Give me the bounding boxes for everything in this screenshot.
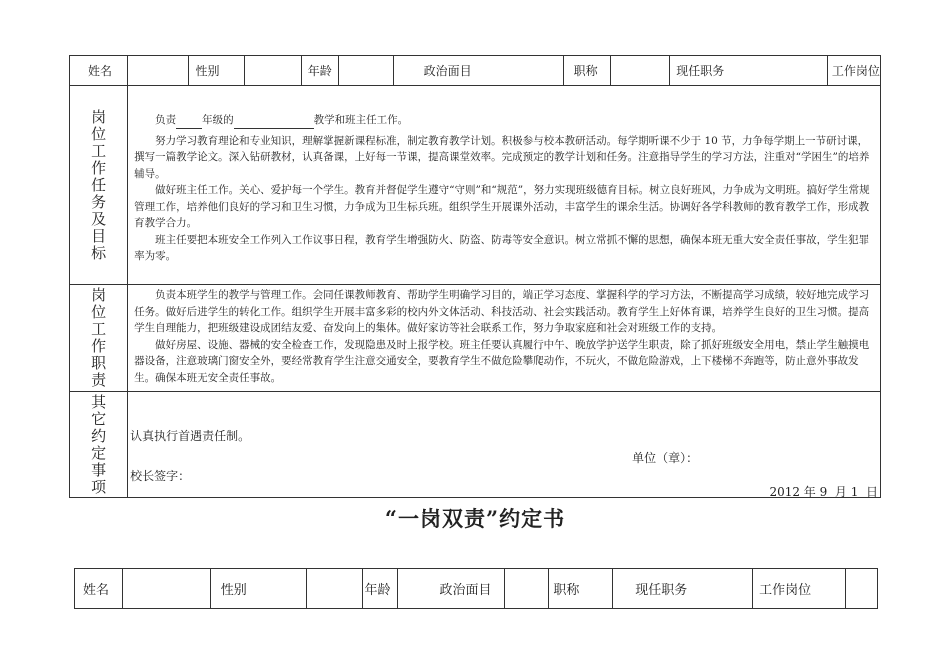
age-label: 年龄 <box>301 56 338 86</box>
second-form-header <box>74 568 878 609</box>
other-text: 认真执行首遇责任制。 <box>130 429 251 443</box>
info-header-row <box>70 56 881 86</box>
duties-section-label: 岗 位 工 作 职 责 <box>70 285 128 392</box>
principal-signature-label: 校长签字： <box>130 469 191 483</box>
goals-content <box>128 86 881 285</box>
gender-label-2: 性别 <box>210 569 306 609</box>
unit-seal-label: 单位（章）： <box>632 451 699 465</box>
name-value-2 <box>122 569 210 609</box>
goals-section-label: 岗 位 工 作 任 务 及 目 标 <box>70 86 128 285</box>
goals-intro: 负责 年级的 教学和班主任工作。 <box>134 112 874 129</box>
name-label-2: 姓名 <box>75 569 123 609</box>
title-label-2: 职称 <box>549 569 613 609</box>
duties-paragraph-2: 做好房屋、设施、器械的安全检查工作，发现隐患及时上报学校。班主任要认真履行中午、晚放学护送学生职责，除了抓好班级安全用电，禁止学生触摸电器设备，注意玻璃门窗安全外，要经常教育学生注意交通安全，要教育学生不做危险攀爬动作，不玩火，不做危险游戏，上下楼梯不奔跑等，防止意外事故发生。确保本班无安全责任事故。 <box>134 338 870 384</box>
title-value <box>610 56 669 86</box>
politics-value-2 <box>505 569 549 609</box>
other-row <box>70 392 881 498</box>
gender-label: 性别 <box>189 56 245 86</box>
post-label: 工作岗位 <box>827 56 880 86</box>
duties-paragraph-1: 负责本班学生的教学与管理工作。会同任课教师教育、帮助学生明确学习目的，端正学习态度、掌握科学的学习方法，不断提高学习成绩，较好地完成学习任务。做好后进学生的转化工作。组织学生开展丰富多彩的校内外文体活动、科技活动、社会实践活动。教育学生上好体育课，培养学生良好的卫生习惯。提高学生自理能力，把班级建设成团结友爱、奋发向上的集体。做好家访等社会联系工作，努力争取家庭和社会对班级工作的支持。 <box>134 289 870 334</box>
position-label-2: 现任职务 <box>613 569 753 609</box>
title-label: 职称 <box>563 56 610 86</box>
sign-date: 2012 年 9 月 1 日 <box>769 485 878 499</box>
goals-paragraph-2: 做好班主任工作。关心、爱护每一个学生。教育并督促学生遵守“守则”和“规范”，努力实现班级德育目标。树立良好班风，力争成为文明班。搞好学生常规管理工作，培养他们良好的学习和卫生习惯，力争成为卫生标兵班。组织学生开展课外活动，丰富学生的课余生活。协调好各学科教师的教育教学工作，形成教育教学合力。 <box>134 184 870 229</box>
gender-value-2 <box>306 569 362 609</box>
document-title: “一岗双责”约定书 <box>384 506 566 531</box>
other-section-label: 其 它 约 定 事 项 <box>70 392 128 498</box>
responsibility-form <box>69 55 881 498</box>
politics-label: 政治面目 <box>393 56 563 86</box>
gender-value <box>245 56 301 86</box>
other-content <box>128 392 881 498</box>
post-value-2 <box>846 569 878 609</box>
age-label-2: 年龄 <box>362 569 397 609</box>
grade-blank[interactable] <box>176 116 202 129</box>
name-value <box>128 56 189 86</box>
subject-blank[interactable] <box>234 116 314 129</box>
goals-paragraph-3: 班主任要把本班安全工作列入工作议事日程，教育学生增强防火、防盗、防毒等安全意识。树立常抓不懈的思想，确保本班无重大安全责任事故，学生犯罪率为零。 <box>134 233 870 262</box>
post-label-2: 工作岗位 <box>753 569 846 609</box>
goals-row <box>70 86 881 285</box>
name-label: 姓名 <box>70 56 128 86</box>
position-label: 现任职务 <box>670 56 828 86</box>
age-value <box>339 56 394 86</box>
info-header-row-2 <box>75 569 878 609</box>
age-value-2 <box>397 569 505 609</box>
duties-content <box>128 285 881 392</box>
goals-paragraph-1: 努力学习教育理论和专业知识，理解掌握新课程标准，制定教育教学计划。积极参与校本教研活动。每学期听课不少于 10 节，力争每学期上一节研讨课，撰写一篇教学论文。深入钻研教材，认真备课，上好每一节课，提高课堂效率。完成预定的教学计划和任务。注意指导学生的学习方法，注重对“学困生”的培养辅导。 <box>134 134 870 180</box>
duties-row <box>70 285 881 392</box>
politics-label-2: 政治面目 <box>439 583 492 598</box>
